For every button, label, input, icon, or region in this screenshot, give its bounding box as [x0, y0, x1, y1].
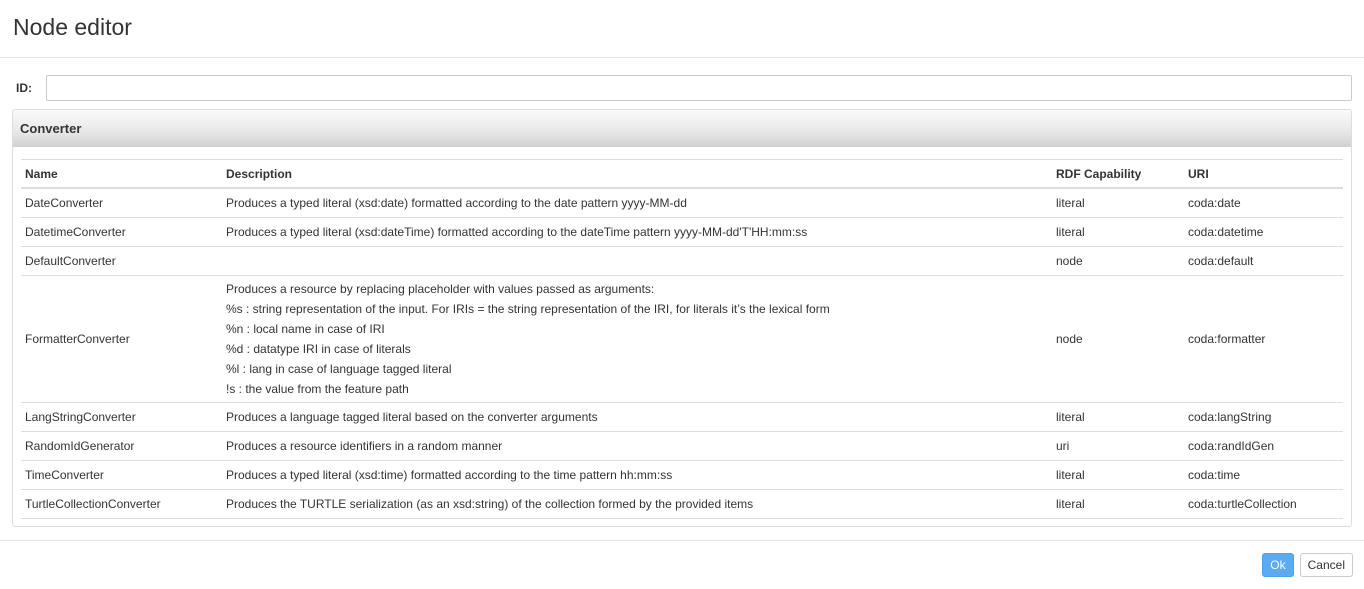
- cell-uri: coda:turtleCollection: [1184, 490, 1343, 519]
- cell-name: DateConverter: [21, 188, 222, 218]
- description-line: %s : string representation of the input. For IRIs = the string representation of the IRI, for literals it’s the lexical form: [226, 302, 830, 316]
- cell-description: [222, 218, 1052, 247]
- id-label: ID:: [16, 81, 32, 95]
- description-line: %l : lang in case of language tagged literal: [226, 362, 452, 376]
- cell-name: RandomIdGenerator: [21, 432, 222, 461]
- table-row[interactable]: [21, 461, 1343, 490]
- description-line: Produces a typed literal (xsd:date) formatted according to the date pattern yyyy-MM-dd: [226, 196, 687, 210]
- cancel-button[interactable]: Cancel: [1300, 553, 1353, 577]
- cell-uri: coda:formatter: [1184, 276, 1343, 403]
- column-header-description: Description: [222, 160, 1052, 189]
- cell-rdf-capability: literal: [1052, 218, 1184, 247]
- converter-table-body: [21, 188, 1343, 519]
- table-row[interactable]: [21, 247, 1343, 276]
- cell-uri: coda:langString: [1184, 403, 1343, 432]
- id-row: [12, 74, 1352, 102]
- cell-description: [222, 188, 1052, 218]
- cell-rdf-capability: node: [1052, 276, 1184, 403]
- converter-panel-body: [13, 147, 1351, 519]
- table-header-row: [21, 160, 1343, 189]
- description-line: %d : datatype IRI in case of literals: [226, 342, 411, 356]
- cell-description: [222, 461, 1052, 490]
- cell-description: [222, 276, 1052, 403]
- converter-table: [21, 159, 1343, 519]
- cell-description: [222, 432, 1052, 461]
- table-row[interactable]: [21, 188, 1343, 218]
- ok-button[interactable]: Ok: [1262, 553, 1293, 577]
- description-line: %n : local name in case of IRI: [226, 322, 385, 336]
- dialog-header: [0, 0, 1364, 58]
- cell-name: TimeConverter: [21, 461, 222, 490]
- table-row[interactable]: [21, 490, 1343, 519]
- cell-uri: coda:date: [1184, 188, 1343, 218]
- cell-uri: coda:randIdGen: [1184, 432, 1343, 461]
- column-header-rdf-capability: RDF Capability: [1052, 160, 1184, 189]
- table-row[interactable]: [21, 432, 1343, 461]
- cell-uri: coda:datetime: [1184, 218, 1343, 247]
- column-header-name: Name: [21, 160, 222, 189]
- description-line: Produces a typed literal (xsd:time) formatted according to the time pattern hh:mm:ss: [226, 468, 673, 482]
- description-line: Produces a language tagged literal based on the converter arguments: [226, 410, 598, 424]
- cell-rdf-capability: literal: [1052, 188, 1184, 218]
- converter-panel: [12, 109, 1352, 527]
- cell-description: [222, 403, 1052, 432]
- table-row[interactable]: [21, 276, 1343, 403]
- cell-description: [222, 490, 1052, 519]
- cell-name: TurtleCollectionConverter: [21, 490, 222, 519]
- cell-uri: coda:default: [1184, 247, 1343, 276]
- dialog-body: [0, 58, 1364, 540]
- cell-uri: coda:time: [1184, 461, 1343, 490]
- cell-name: LangStringConverter: [21, 403, 222, 432]
- table-row[interactable]: [21, 218, 1343, 247]
- cell-name: DefaultConverter: [21, 247, 222, 276]
- table-row[interactable]: [21, 403, 1343, 432]
- cell-name: FormatterConverter: [21, 276, 222, 403]
- description-line: !s : the value from the feature path: [226, 382, 409, 396]
- column-header-uri: URI: [1184, 160, 1343, 189]
- description-line: Produces a resource by replacing placeholder with values passed as arguments:: [226, 282, 655, 296]
- cell-rdf-capability: literal: [1052, 461, 1184, 490]
- id-input[interactable]: [46, 75, 1352, 101]
- cell-name: DatetimeConverter: [21, 218, 222, 247]
- description-line: Produces a typed literal (xsd:dateTime) formatted according to the dateTime pattern yyyy-MM-dd'T'HH:mm:ss: [226, 225, 808, 239]
- converter-panel-heading: Converter: [13, 110, 1351, 147]
- description-line: Produces the TURTLE serialization (as an xsd:string) of the collection formed by the provided items: [226, 497, 754, 511]
- description-line: Produces a resource identifiers in a random manner: [226, 439, 503, 453]
- cell-rdf-capability: node: [1052, 247, 1184, 276]
- cell-rdf-capability: literal: [1052, 403, 1184, 432]
- dialog-footer: [0, 540, 1364, 589]
- cell-rdf-capability: literal: [1052, 490, 1184, 519]
- dialog-title: Node editor: [13, 14, 132, 40]
- cell-rdf-capability: uri: [1052, 432, 1184, 461]
- cell-description: [222, 247, 1052, 276]
